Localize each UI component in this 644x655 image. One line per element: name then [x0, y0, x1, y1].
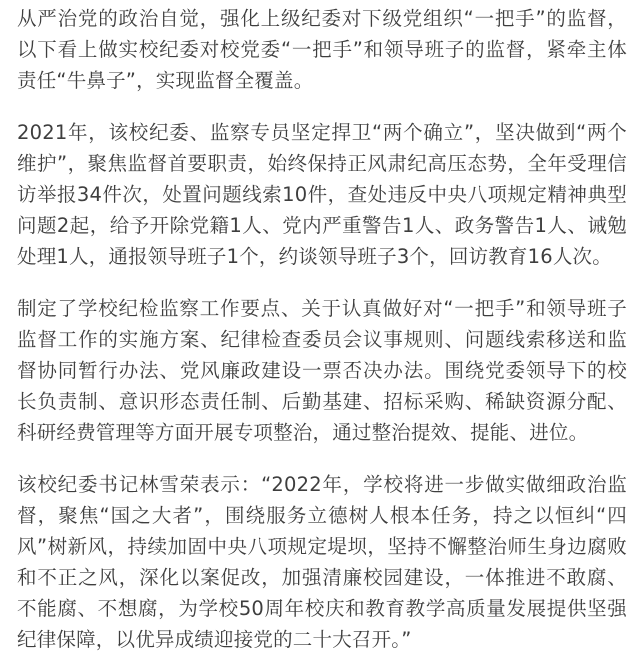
paragraph-2021-summary: 2021年，该校纪委、监察专员坚定捍卫“两个确立”，坚决做到“两个维护”，聚焦监督首要职责，始终保持正风肃纪高压态势，全年受理信访举报34件次，处置问题线索10件，查处违反中央八项规定精神典型问题2起，给予开除党籍1人、党内严重警告1人、政务警告1人、诫勉处理1人，通报领导班子1个，约谈领导班子3个，回访教育16人次。: [17, 121, 627, 268]
paragraph-measures: 制定了学校纪检监察工作要点、关于认真做好对“一把手”和领导班子监督工作的实施方案、纪律检查委员会议事规则、问题线索移送和监督协同暂行办法、党风廉政建设一票否决办法。围绕党委领导下的校长负责制、意识形态责任制、后勤基建、招标采购、稀缺资源分配、科研经费管理等方面开展专项整治，通过整治提效、提能、进位。: [17, 297, 627, 444]
paragraph-quote: 该校纪委书记林雪荣表示：“2022年，学校将进一步做实做细政治监督，聚焦“国之大者”，围绕服务立德树人根本任务，持之以恒纠“四风”树新风，持续加固中央八项规定堤坝，坚持不懈整治师生身边腐败和不正之风，深化以案促改，加强清廉校园建设，一体推进不敢腐、不能腐、不想腐，为学校50周年校庆和教育教学高质量发展提供坚强纪律保障，以优异成绩迎接党的二十大召开。”: [17, 473, 627, 651]
paragraph-intro: 从严治党的政治自觉，强化上级纪委对下级党组织“一把手”的监督，以下看上做实校纪委对校党委“一把手”和领导班子的监督，紧牵主体责任“牛鼻子”，实现监督全覆盖。: [17, 7, 627, 92]
